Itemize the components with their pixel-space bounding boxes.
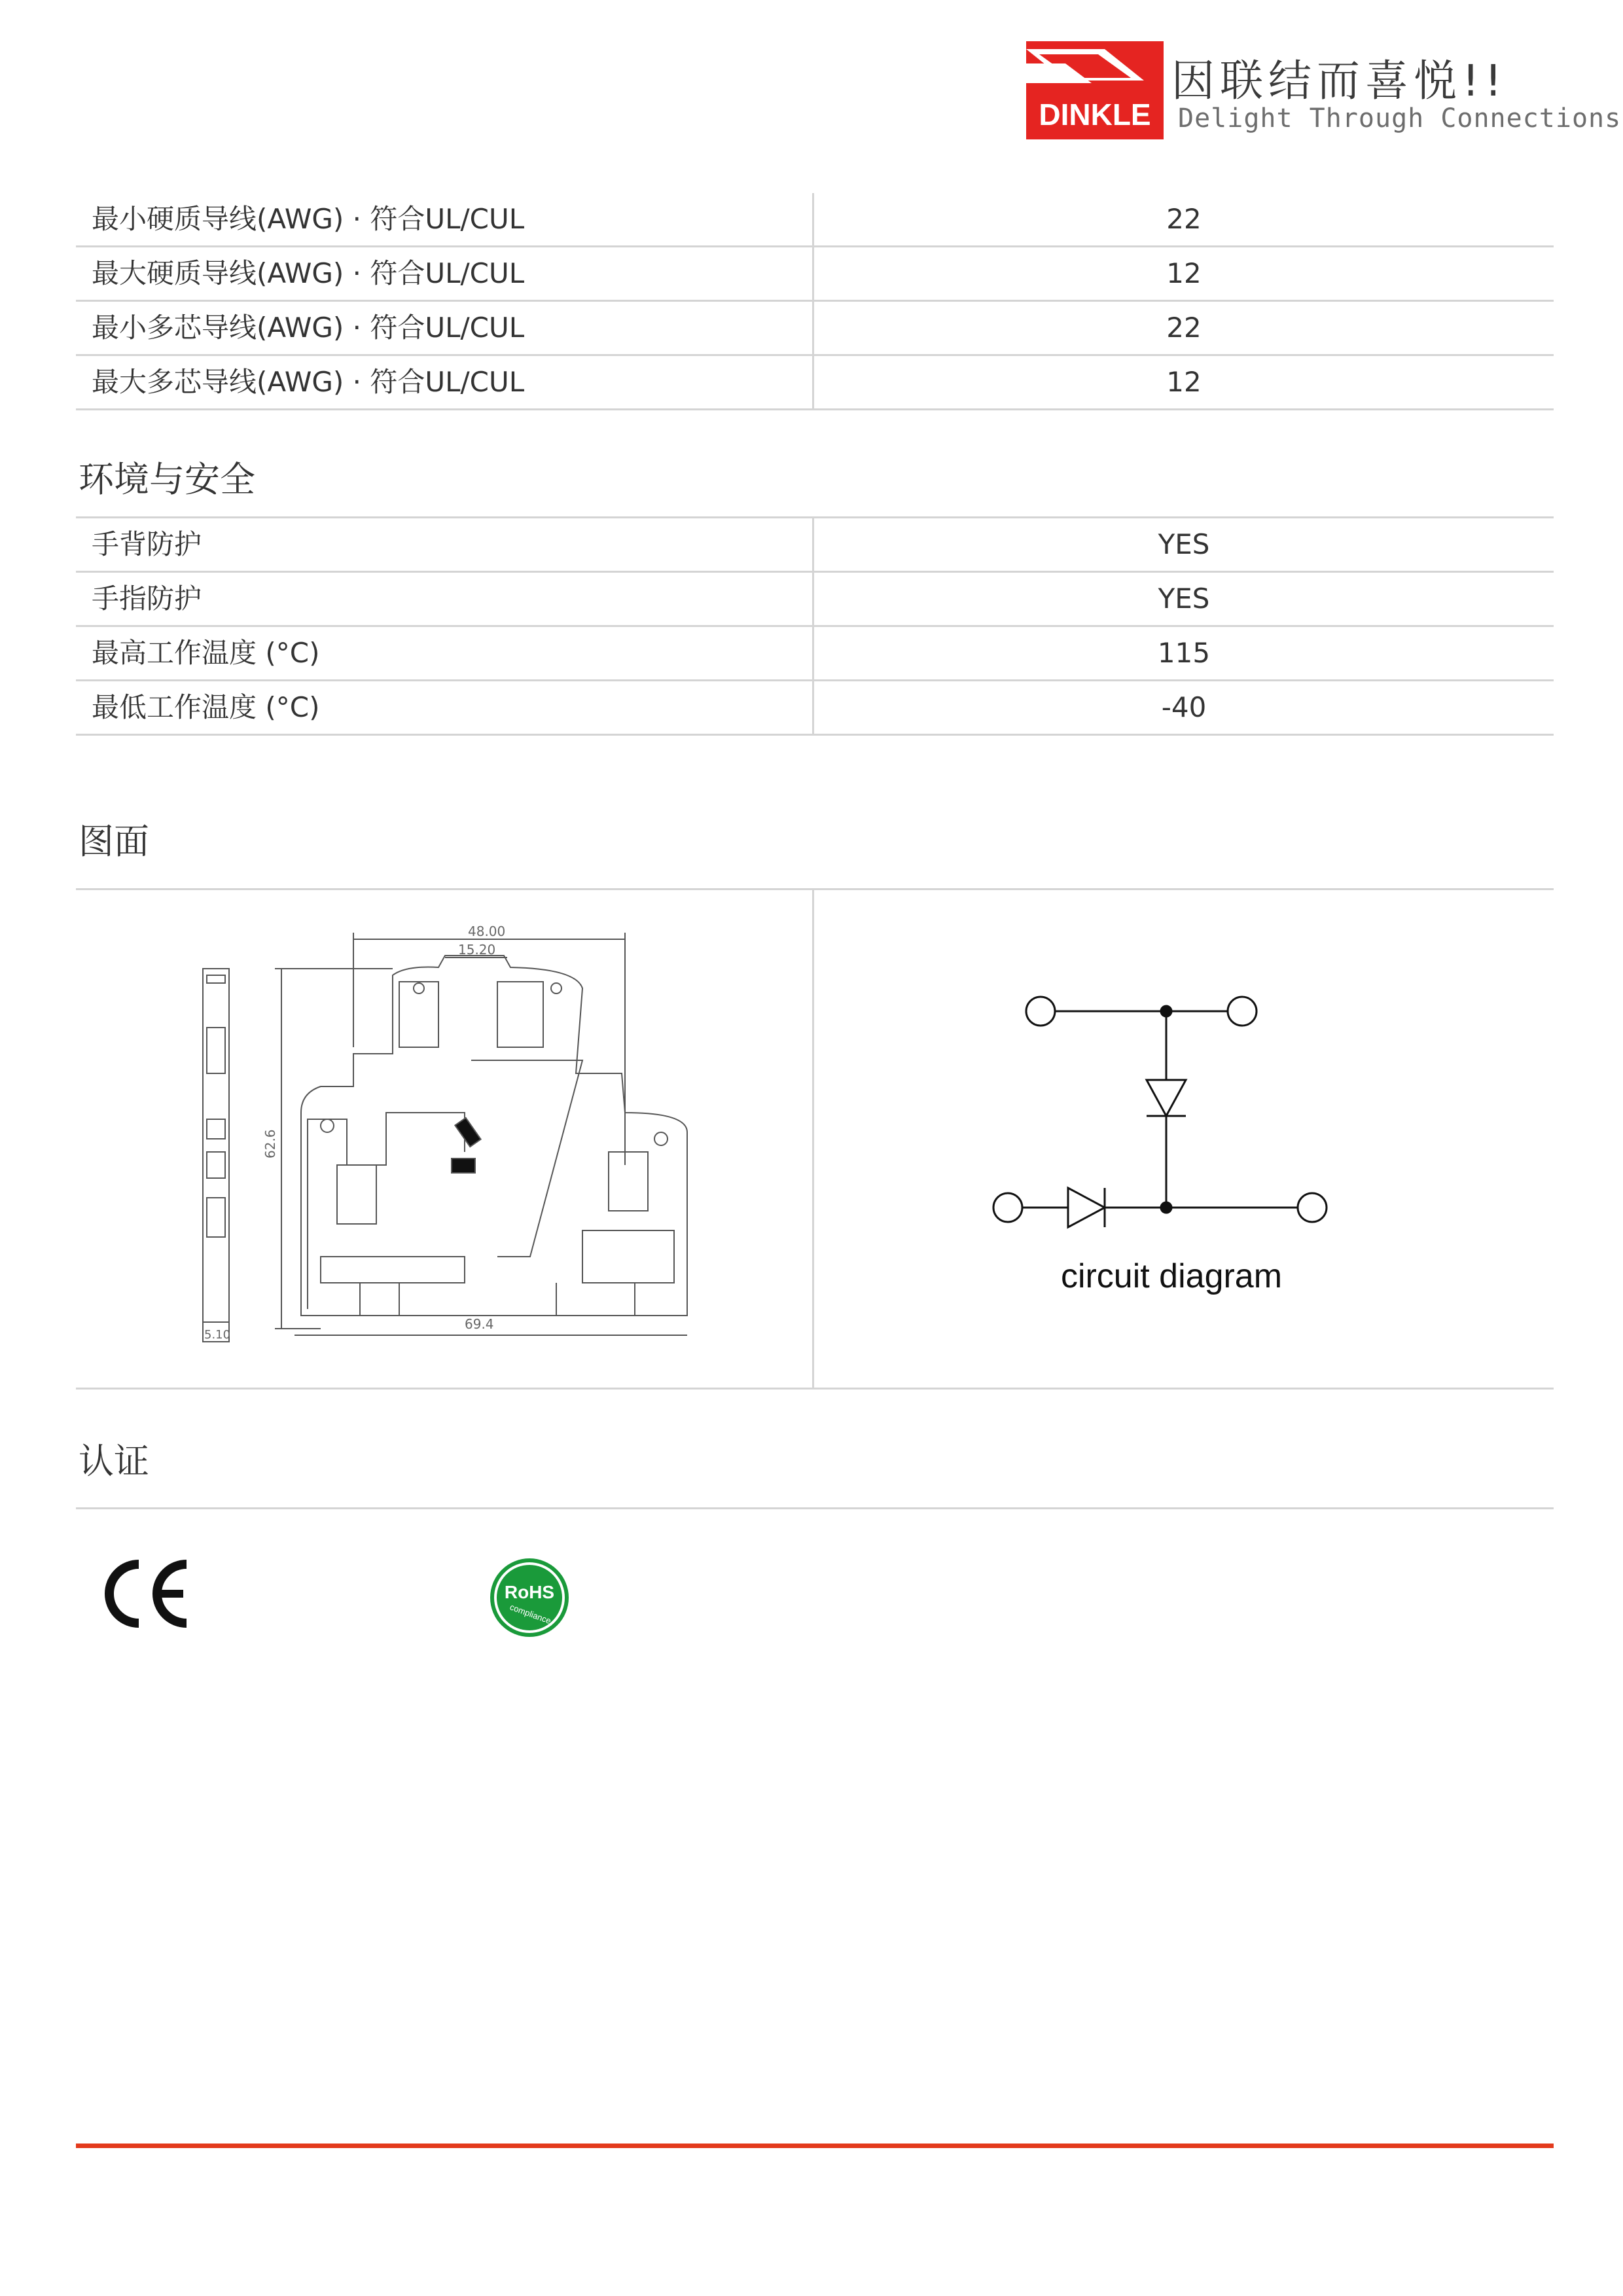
row-label: 手指防护 xyxy=(92,583,202,615)
table-row xyxy=(76,302,1554,356)
drawing-divider xyxy=(812,890,814,1388)
rohs-text: RoHS xyxy=(504,1582,555,1602)
terminal-circle xyxy=(993,1193,1022,1222)
terminal-block-drawing xyxy=(190,916,713,1361)
dim-height: 62.6 xyxy=(262,1129,278,1158)
dinkle-logo xyxy=(1026,41,1164,139)
row-value: 12 xyxy=(1166,257,1202,289)
rohs-compliance-icon xyxy=(488,1556,571,1639)
footer-line xyxy=(76,2144,1554,2148)
row-value: 12 xyxy=(1166,366,1202,398)
env-spec-table xyxy=(76,518,1554,736)
terminal-circle xyxy=(1026,997,1055,1026)
row-label: 最小硬质导线(AWG) · 符合UL/CUL xyxy=(92,203,525,235)
table-row xyxy=(76,681,1554,736)
table-row xyxy=(76,356,1554,410)
diode-vertical xyxy=(1147,1080,1186,1116)
row-value: 22 xyxy=(1166,203,1202,235)
row-label: 最低工作温度 (°C) xyxy=(92,691,320,723)
slogan-cn: 因联结而喜悦!! xyxy=(1171,56,1507,106)
dim-width-bottom: 69.4 xyxy=(465,1316,494,1332)
ce-mark-text: CE xyxy=(147,1628,149,1629)
row-value: YES xyxy=(1158,528,1210,560)
row-value: 115 xyxy=(1157,637,1211,669)
row-value: -40 xyxy=(1161,691,1207,723)
row-value: 22 xyxy=(1166,312,1202,344)
dim-width-inner: 15.20 xyxy=(458,942,496,958)
row-label: 最小多芯导线(AWG) · 符合UL/CUL xyxy=(92,312,525,344)
rohs-subtext: compliance xyxy=(508,1602,553,1626)
row-label: 手背防护 xyxy=(92,528,202,560)
drawing-top-border xyxy=(76,888,1554,890)
terminal-circle xyxy=(1298,1193,1327,1222)
row-label: 最大硬质导线(AWG) · 符合UL/CUL xyxy=(92,257,525,289)
table-row xyxy=(76,518,1554,573)
section-title-certification: 认证 xyxy=(79,1441,149,1482)
row-value: YES xyxy=(1158,583,1210,615)
table-row xyxy=(76,247,1554,302)
drawing-bottom-border xyxy=(76,1388,1554,1390)
section-title-environment: 环境与安全 xyxy=(79,459,255,500)
circuit-diagram xyxy=(982,982,1348,1230)
cert-top-border xyxy=(76,1507,1554,1509)
brand-text: DINKLE xyxy=(1039,98,1151,132)
dim-width-top: 48.00 xyxy=(468,924,506,939)
table-row xyxy=(76,573,1554,627)
table-row xyxy=(76,193,1554,247)
diode-horizontal xyxy=(1068,1188,1105,1227)
terminal-circle xyxy=(1228,997,1257,1026)
slogan-en: Delight Through Connections xyxy=(1178,103,1622,134)
row-label: 最高工作温度 (°C) xyxy=(92,637,320,669)
dim-thickness: 5.10 xyxy=(204,1328,231,1342)
wire-spec-table xyxy=(76,193,1554,410)
row-label: 最大多芯导线(AWG) · 符合UL/CUL xyxy=(92,366,525,398)
ce-mark-icon xyxy=(98,1558,196,1630)
circuit-diagram-label: circuit diagram xyxy=(1060,1257,1283,1295)
section-title-drawing: 图面 xyxy=(79,821,149,862)
table-row xyxy=(76,627,1554,681)
